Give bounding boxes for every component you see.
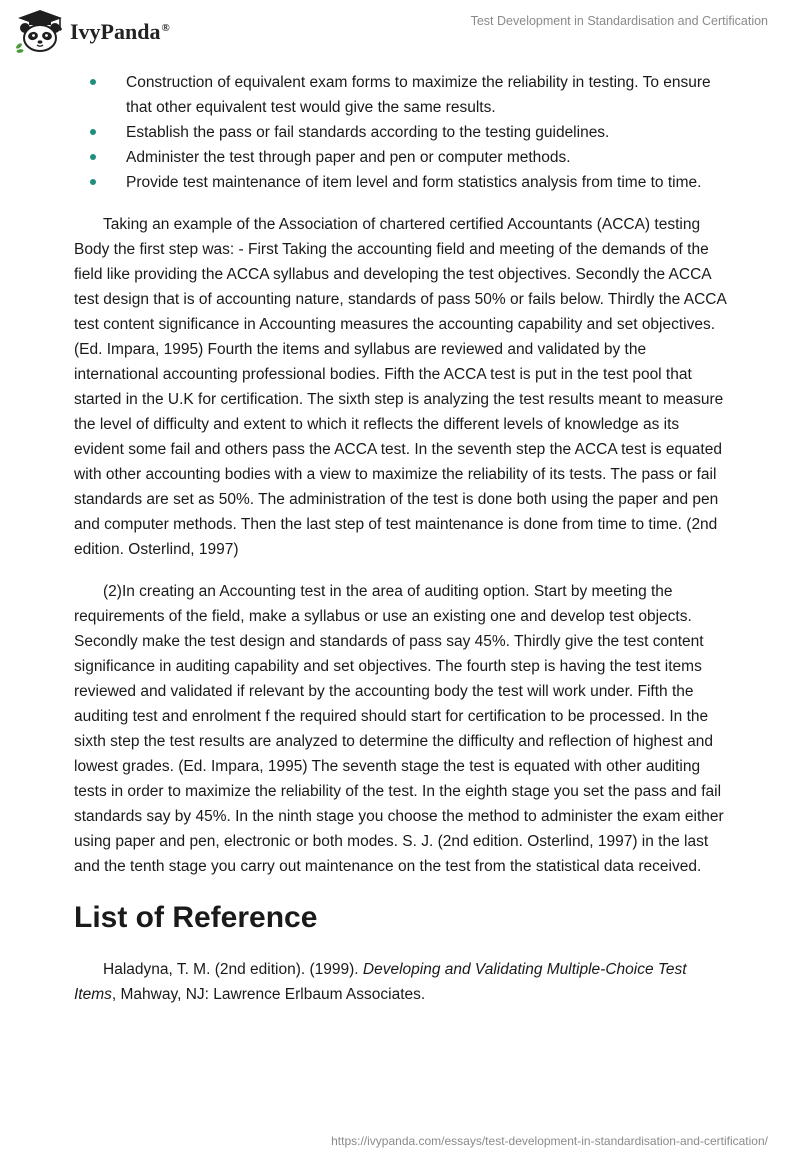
brand-name: IvyPanda® (70, 19, 170, 44)
article-body (74, 70, 730, 1007)
list-item-text: Provide test maintenance of item level and form statistics analysis from time to time. (126, 174, 702, 191)
reference-publisher: , Mahway, NJ: Lawrence Erlbaum Associates. (111, 986, 426, 1003)
panda-graduate-icon (14, 8, 66, 54)
bullet-icon (90, 154, 96, 160)
registered-mark: ® (161, 21, 170, 34)
document-title: Test Development in Standardisation and Certification (470, 14, 768, 28)
paragraph-acca-example: Taking an example of the Association of chartered certified Accountants (ACCA) testing Body the first step was: - First Taking the accounting field and meeting of the demands of the field like providing the ACCA syllabus and developing the test objectives. Secondly the ACCA test design that is of accounting nature, standards of pass 50% or fails below. Thirdly the ACCA test content significance in Accounting measures the accounting capability and set objectives. (Ed. Impara, 1995) Fourth the items and syllabus are reviewed and validated by the international accounting professional bodies. Fifth the ACCA test is put in the test pool that started in the U.K for certification. The sixth step is analyzing the test results meant to measure the level of difficulty and extent to which it reflects the different levels of knowledge as its evident some fail and others pass the ACCA test. In the seventh step the ACCA test is equated with other accounting bodies with a view to maximize the reliability of its tests. The pass or fail standards are set as 50%. The administration of the test is done both using the paper and pen and computer methods. Then the last step of test maintenance is done from time to time. (2nd edition. Osterlind, 1997) (74, 216, 726, 558)
list-item (126, 120, 730, 145)
ivypanda-logo[interactable] (14, 8, 170, 54)
paragraph-auditing-test: (2)In creating an Accounting test in the area of auditing option. Start by meeting the requirements of the field, make a syllabus or use an existing one and develop test objects. Secondly make the test design and standards of pass say 45%. Thirdly give the test content significance in auditing capability and set objectives. The fourth step is having the test items reviewed and validated if relevant by the accounting body the test will work under. Fifth the auditing test and enrolment f the required should start for certification to be processed. In the sixth step the test results are analyzed to determine the difficulty and reflection of highest and lowest grades. (Ed. Impara, 1995) The seventh stage the test is equated with other auditing tests in order to maximize the reliability of the test. In the eighth stage you set the pass and fail standards say by 45%. In the ninth stage you choose the method to administer the exam either using paper and pen, electronic or both modes. S. J. (2nd edition. Osterlind, 1997) in the last and the tenth stage you carry out maintenance on the test from the statistical data received. (74, 583, 724, 875)
list-item-text: Administer the test through paper and pen or computer methods. (126, 149, 571, 166)
page-header (0, 0, 800, 60)
bullet-icon (90, 129, 96, 135)
list-item (126, 170, 730, 195)
list-item-text: Establish the pass or fail standards according to the testing guidelines. (126, 124, 610, 141)
list-item (126, 145, 730, 170)
reference-entry (74, 957, 730, 1007)
bullet-icon (90, 79, 96, 85)
step-list (74, 70, 730, 195)
list-item (126, 70, 730, 120)
list-item-text: Construction of equivalent exam forms to maximize the reliability in testing. To ensure that other equivalent test would give the same results. (126, 74, 711, 116)
references-heading: List of Reference (74, 901, 318, 934)
reference-title: Developing and Validating Multiple-Choice Test Items (74, 961, 687, 1003)
bullet-icon (90, 179, 96, 185)
source-url[interactable]: https://ivypanda.com/essays/test-development-in-standardisation-and-certification/ (331, 1134, 768, 1148)
reference-author: Haladyna, T. M. (2nd edition). (1999). (103, 961, 363, 978)
